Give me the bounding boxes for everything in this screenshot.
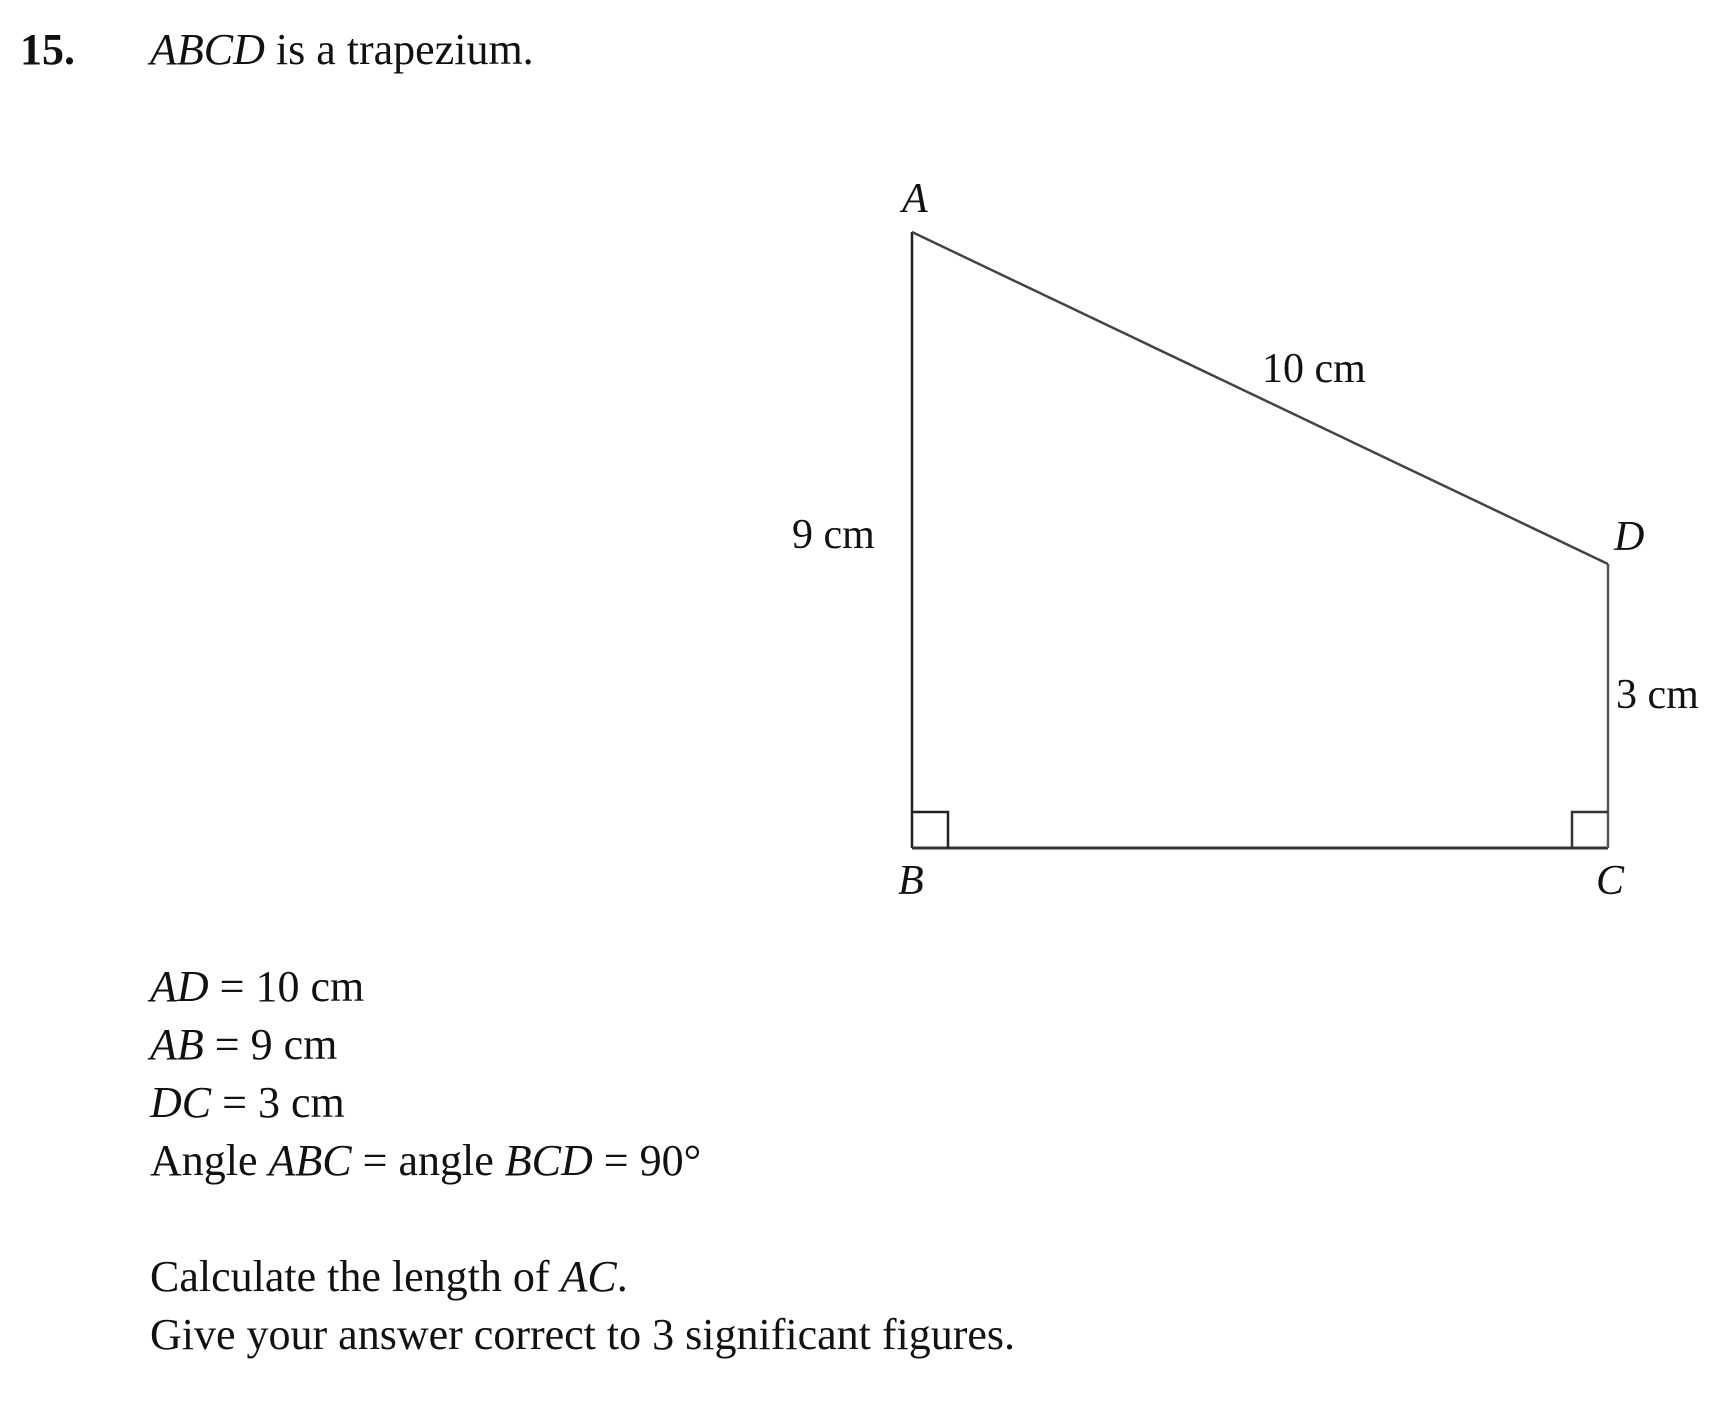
task-instructions	[150, 1248, 1015, 1364]
right-angle-marker-b	[912, 812, 948, 848]
fact-ab-value: = 9 cm	[203, 1020, 338, 1069]
fact-ab-var: AB	[150, 1020, 204, 1069]
title-shape-name: ABCD	[150, 25, 265, 74]
question-number: 15.	[20, 25, 75, 74]
vertex-label-b: B	[898, 858, 924, 904]
fact-ad-var: AD	[150, 962, 209, 1011]
fact-dc-value: = 3 cm	[211, 1078, 345, 1127]
task-line-1-pre: Calculate the length of	[150, 1252, 561, 1301]
fact-angles	[150, 1132, 701, 1190]
vertex-label-c: C	[1596, 858, 1625, 904]
side-da	[912, 232, 1608, 564]
angle-mid: = angle	[351, 1136, 505, 1185]
side-label-dc: 3 cm	[1616, 672, 1699, 718]
fact-ad-value: = 10 cm	[208, 962, 365, 1011]
angle-prefix: Angle	[150, 1136, 269, 1185]
vertex-label-a: A	[902, 176, 928, 222]
vertex-label-d: D	[1614, 514, 1645, 560]
title-text: is a trapezium.	[264, 25, 534, 74]
angle-bcd: BCD	[504, 1136, 593, 1185]
fact-dc	[150, 1074, 701, 1132]
angle-value: = 90°	[592, 1136, 702, 1185]
fact-dc-var: DC	[150, 1078, 212, 1127]
fact-ad	[150, 958, 701, 1016]
angle-abc: ABC	[268, 1136, 352, 1185]
right-angle-marker-c	[1572, 812, 1608, 848]
task-line-1-post: .	[616, 1252, 628, 1301]
task-line-1	[150, 1248, 1015, 1306]
fact-ab	[150, 1016, 701, 1074]
side-label-ad: 10 cm	[1262, 346, 1366, 392]
task-line-2: Give your answer correct to 3 significant figures.	[150, 1310, 1016, 1359]
side-label-ab: 9 cm	[792, 512, 875, 558]
task-line-1-var: AC	[560, 1252, 617, 1301]
given-facts	[150, 958, 701, 1190]
